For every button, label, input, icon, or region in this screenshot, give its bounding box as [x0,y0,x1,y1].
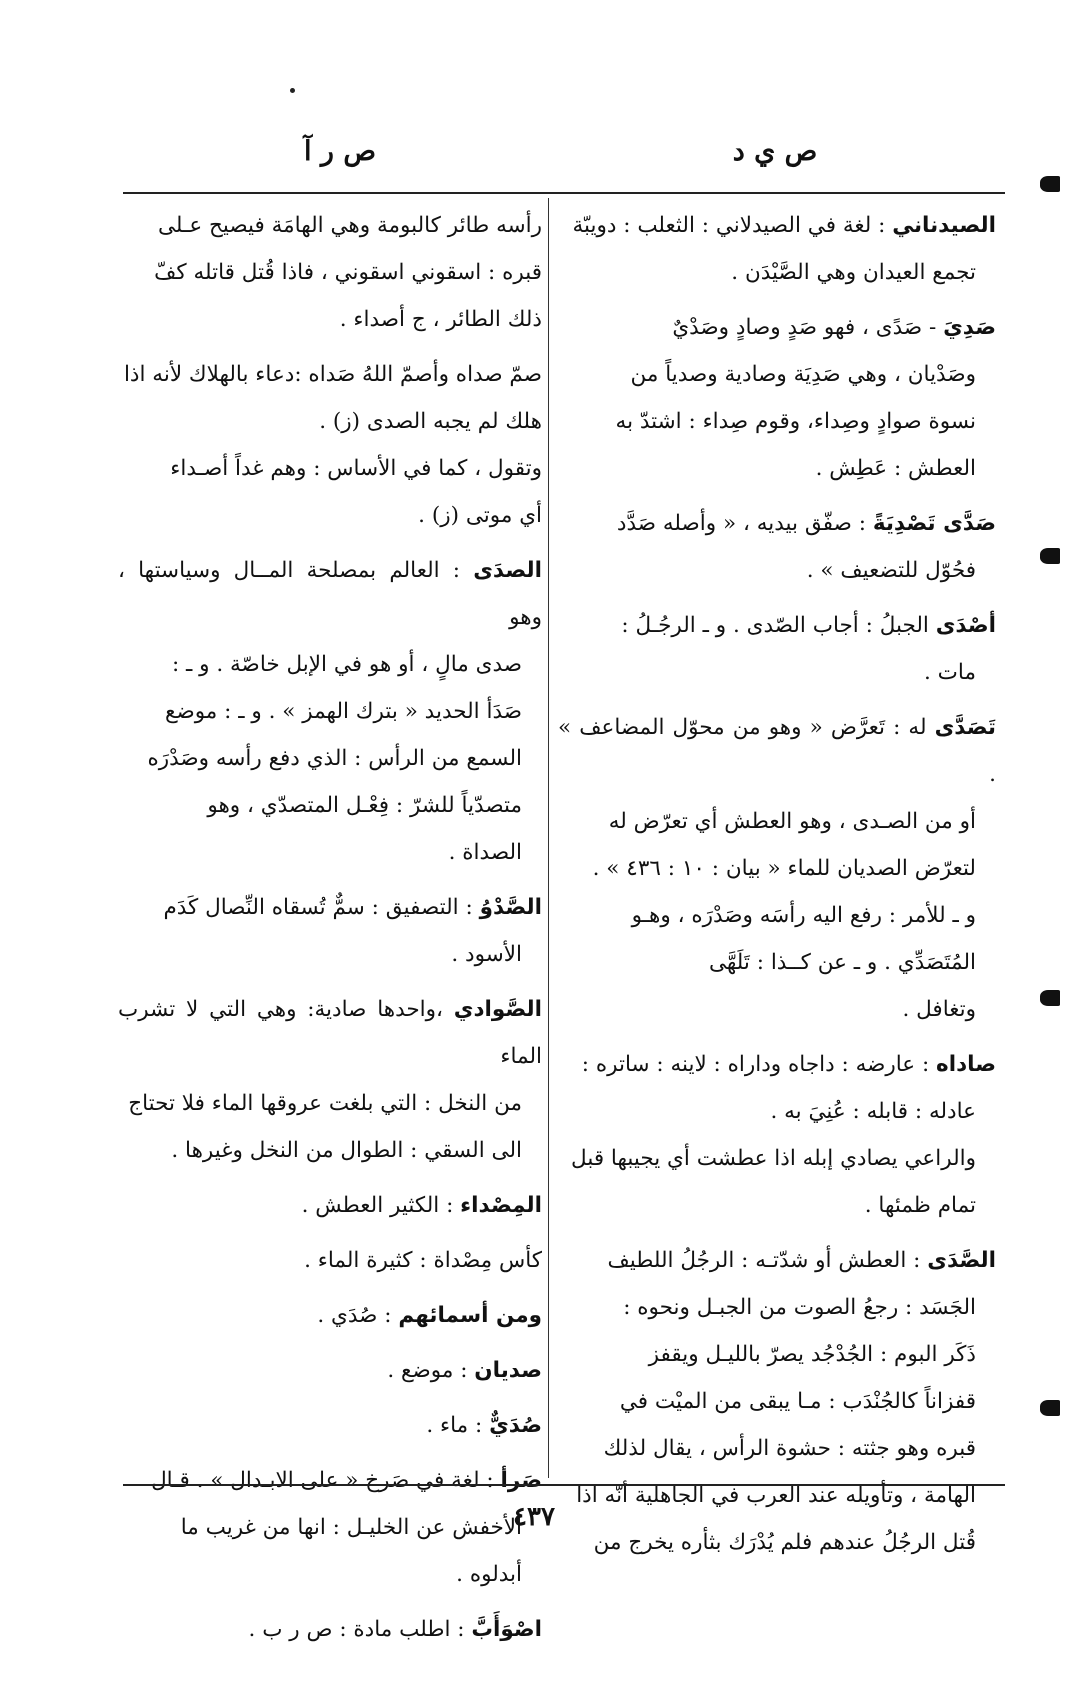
entry-line [118,547,542,641]
entry-text: كأس مِصْداة : كثيرة الماء . [304,1248,542,1273]
entry-headword: اصْوَأَبَّ [471,1617,542,1642]
entry-line [558,845,996,892]
entry-headword: ومن أسمائهم [398,1303,542,1328]
entry-text: ذَكَر البوم : الجُدْجُد يصرّ بالليـل ويقفز [648,1342,976,1367]
dictionary-entry [118,884,542,978]
entry-text: الأخفش عن الخليـل : انها من غريب ما [180,1515,522,1540]
dictionary-entry [118,1347,542,1394]
entry-headword: صاداه [936,1052,996,1077]
dictionary-entry [118,1606,542,1653]
entry-text: أو من الصـدى ، وهو العطش أي تعرّض له [608,809,976,834]
entry-line [558,1237,996,1284]
entry-text: والراعي يصادي إبله اذا عطشت أي يجيبها قبل [571,1146,976,1171]
entry-headword: الصَّدْوُ [479,895,542,920]
entry-text: الجبلُ : أجاب الصّدى . و ـ الرجُـلُ : [621,613,929,638]
entry-line [118,829,542,876]
entry-text: : العالم بمصلحة المــال وسياستها ، وهو [118,558,542,630]
entry-text: قبره : اسقوني اسقوني ، فاذا قُتل قاتله كفّ [154,260,542,285]
entry-text: : التصفيق : سمٌّ تُسقاه النِّصال كَدَم [163,895,473,920]
entry-text: فحُوّل للتضعيف » . [806,558,976,583]
entry-line [558,939,996,986]
entry-text: : لغة في صَرخ « على الابـدال » . قـال [151,1468,494,1493]
entry-line [558,1519,996,1566]
entry-text: وتقول ، كما في الأساس : وهم غداً أصـداء [170,456,542,481]
entry-text: مات . [924,660,976,685]
entry-line [558,202,996,249]
entry-text: : صفّق بيديه ، « وأصله صَدَّد [616,511,866,536]
entry-text: : اطلب مادة : ص ر ب . [248,1617,465,1642]
entry-line [558,500,996,547]
entry-line [118,202,542,249]
entry-headword: الصيدناني [892,213,996,238]
entry-text: : موضع . [387,1358,468,1383]
entry-text: : صُدَي . [317,1303,392,1328]
margin-thumb-mark [1040,176,1060,192]
entry-line [558,249,996,296]
entry-line [558,304,996,351]
dictionary-entry [558,704,996,1033]
page-number: ٤٣٧ [513,1502,555,1532]
dictionary-entry [118,1182,542,1229]
ink-speck [290,88,295,93]
entry-text: له : تَعرَّض « وهو من محوّل المضاعف » . [558,715,996,787]
entry-line [558,1378,996,1425]
entry-line [558,1284,996,1331]
entry-text: صدى مالٍ ، أو هو في الإبل خاصّة . و ـ : [171,652,522,677]
dictionary-entry [118,986,542,1174]
entry-text: ذلك الطائر ، ج أصداء . [339,307,542,332]
entry-line [118,931,542,978]
dictionary-entry [558,202,996,296]
entry-text: تمام ظمئها . [864,1193,976,1218]
entry-line [118,641,542,688]
dictionary-entry [558,1237,996,1566]
dictionary-entry [118,1457,542,1598]
header-root-letters-left: ص ر آ [304,136,376,167]
entry-line [118,249,542,296]
right-column [558,202,996,1574]
entry-text: وصَدْيان ، وهي صَدِيَة وصادية وصدياً من [630,362,976,387]
entry-line [558,1182,996,1229]
entry-line [118,1182,542,1229]
entry-line [558,602,996,649]
dictionary-entry [558,602,996,696]
entry-text: - صَدًى ، فهو صَدٍ وصادٍ وصَدْيٌ [672,315,937,340]
entry-line [118,688,542,735]
entry-text: صمّ صداه وأصمّ اللهُ صَداه :دعاء بالهلاك لأنه اذا [123,362,542,387]
entry-line [118,1127,542,1174]
entry-line [558,1472,996,1519]
entry-line [118,1347,542,1394]
entry-headword: صَرأ [500,1468,542,1493]
entry-line [118,1606,542,1653]
bottom-rule [123,1484,1005,1486]
dictionary-entry [118,1402,542,1449]
entry-line [118,1292,542,1339]
entry-text: صَدَأ الحديد « بترك الهمز » . و ـ : موضع [165,699,522,724]
entry-line [118,351,542,398]
entry-line [118,445,542,492]
entry-text: هلك لم يجبه الصدى (ز) . [319,409,542,434]
entry-text: السمع من الرأس : الذي دفع رأسه وصَدْرَه [147,746,522,771]
dictionary-entry [118,1292,542,1339]
dictionary-entry [118,202,542,343]
entry-headword: صديان [474,1358,542,1383]
entry-line [558,1425,996,1472]
entry-line [558,1135,996,1182]
entry-headword: صَدَّى تَصْدِيَةً [872,511,996,536]
entry-line [118,1402,542,1449]
entry-text: قبره وهو جثته : حشوة الرأس ، يقال لذلك [603,1436,976,1461]
entry-text: من النخل : التي بلغت عروقها الماء فلا تحتاج [128,1091,522,1116]
entry-text: تجمع العيدان وهي الصَّيْدَن . [731,260,976,285]
entry-line [558,1041,996,1088]
entry-text: متصدّياً للشرّ : فِعْـل المتصدّي ، وهو [207,793,522,818]
entry-text: الهامة ، وتأويله عند العرب في الجاهلية أنّه اذا [576,1483,976,1508]
dictionary-entry [118,547,542,876]
entry-line [558,1088,996,1135]
header-root-letters-right: ص ي د [732,136,818,167]
entry-line [118,492,542,539]
entry-text: : الكثير العطش . [301,1193,454,1218]
entry-text: لتعرّض الصديان للماء « بيان : ١٠ : ٤٣٦ » . [592,856,976,881]
margin-thumb-mark [1040,1400,1060,1416]
entry-line [118,296,542,343]
entry-text: قفزاناً كالجُنْدَب : مـا يبقى من الميْت في [619,1389,976,1414]
entry-line [558,1331,996,1378]
entry-text: الأسود . [451,942,522,967]
entry-line [118,1237,542,1284]
entry-text: : عارضه : داجاه وداراه : لاينه : ساتره : [581,1052,930,1077]
entry-headword: الصدَى [473,558,542,583]
entry-line [118,1551,542,1598]
entry-headword: أصْدَى [935,613,996,638]
entry-text: العطش : عَطِش . [815,456,976,481]
column-divider [548,198,549,1478]
entry-line [558,892,996,939]
entry-text: عادله : قابله : عُنِيَ به . [770,1099,976,1124]
entry-line [558,649,996,696]
entry-text: الى السقي : الطوال من النخل وغيرها . [171,1138,522,1163]
entry-line [118,884,542,931]
entry-text: : العطش أو شدّتـه : الرجُلُ اللطيف [607,1248,921,1273]
entry-line [118,782,542,829]
margin-thumb-mark [1040,990,1060,1006]
entry-text: وتغافل . [902,997,976,1022]
entry-line [558,986,996,1033]
entry-line [558,351,996,398]
dictionary-entry [558,500,996,594]
entry-text: و ـ للأمر : رفع اليه رأسَه وصَدْرَه ، وهـو [631,903,976,928]
dictionary-entry [558,304,996,492]
entry-headword: صَدِيَ [943,315,996,340]
entry-headword: الصَّدَى [927,1248,996,1273]
entry-line [118,1504,542,1551]
top-rule [123,192,1005,194]
margin-thumb-mark [1040,548,1060,564]
entry-line [118,986,542,1080]
entry-headword: صُدَيٌّ [489,1413,542,1438]
entry-text: قُتل الرجُلُ عندهم فلم يُدْرَك بثأره يخرج من [593,1530,976,1555]
entry-line [558,798,996,845]
entry-text: الصداة . [448,840,522,865]
entry-line [558,445,996,492]
entry-headword: الصَّوادي [453,997,542,1022]
entry-headword: المِصْداء [460,1193,542,1218]
entry-text: نسوة صوادٍ وصِداء، وقوم صِداء : اشتدّ به [615,409,976,434]
dictionary-entry [118,351,542,539]
entry-text: رأسه طائر كالبومة وهي الهامَة فيصيح عـلى [158,213,542,238]
entry-text: المُتَصَدِّي . و ـ عن كــذا : تَلَهَّى [708,950,976,975]
entry-headword: تَصَدَّى [934,715,996,740]
entry-text: أبدلوه . [456,1562,522,1587]
entry-text: : ماء . [426,1413,483,1438]
dictionary-entry [118,1237,542,1284]
entry-line [118,735,542,782]
entry-text: : لغة في الصيدلاني : الثعلب : دويبّة [572,213,886,238]
left-column [118,202,542,1661]
entry-text: الجَسَد : رجعُ الصوت من الجبـل ونحوه : [623,1295,976,1320]
dictionary-entry [558,1041,996,1229]
entry-line [118,1457,542,1504]
entry-text: ،واحدها صادية: وهي التي لا تشرب الماء [118,997,542,1069]
entry-line [118,398,542,445]
entry-line [558,547,996,594]
entry-line [558,398,996,445]
entry-line [558,704,996,798]
entry-text: أي موتى (ز) . [418,503,542,528]
entry-line [118,1080,542,1127]
